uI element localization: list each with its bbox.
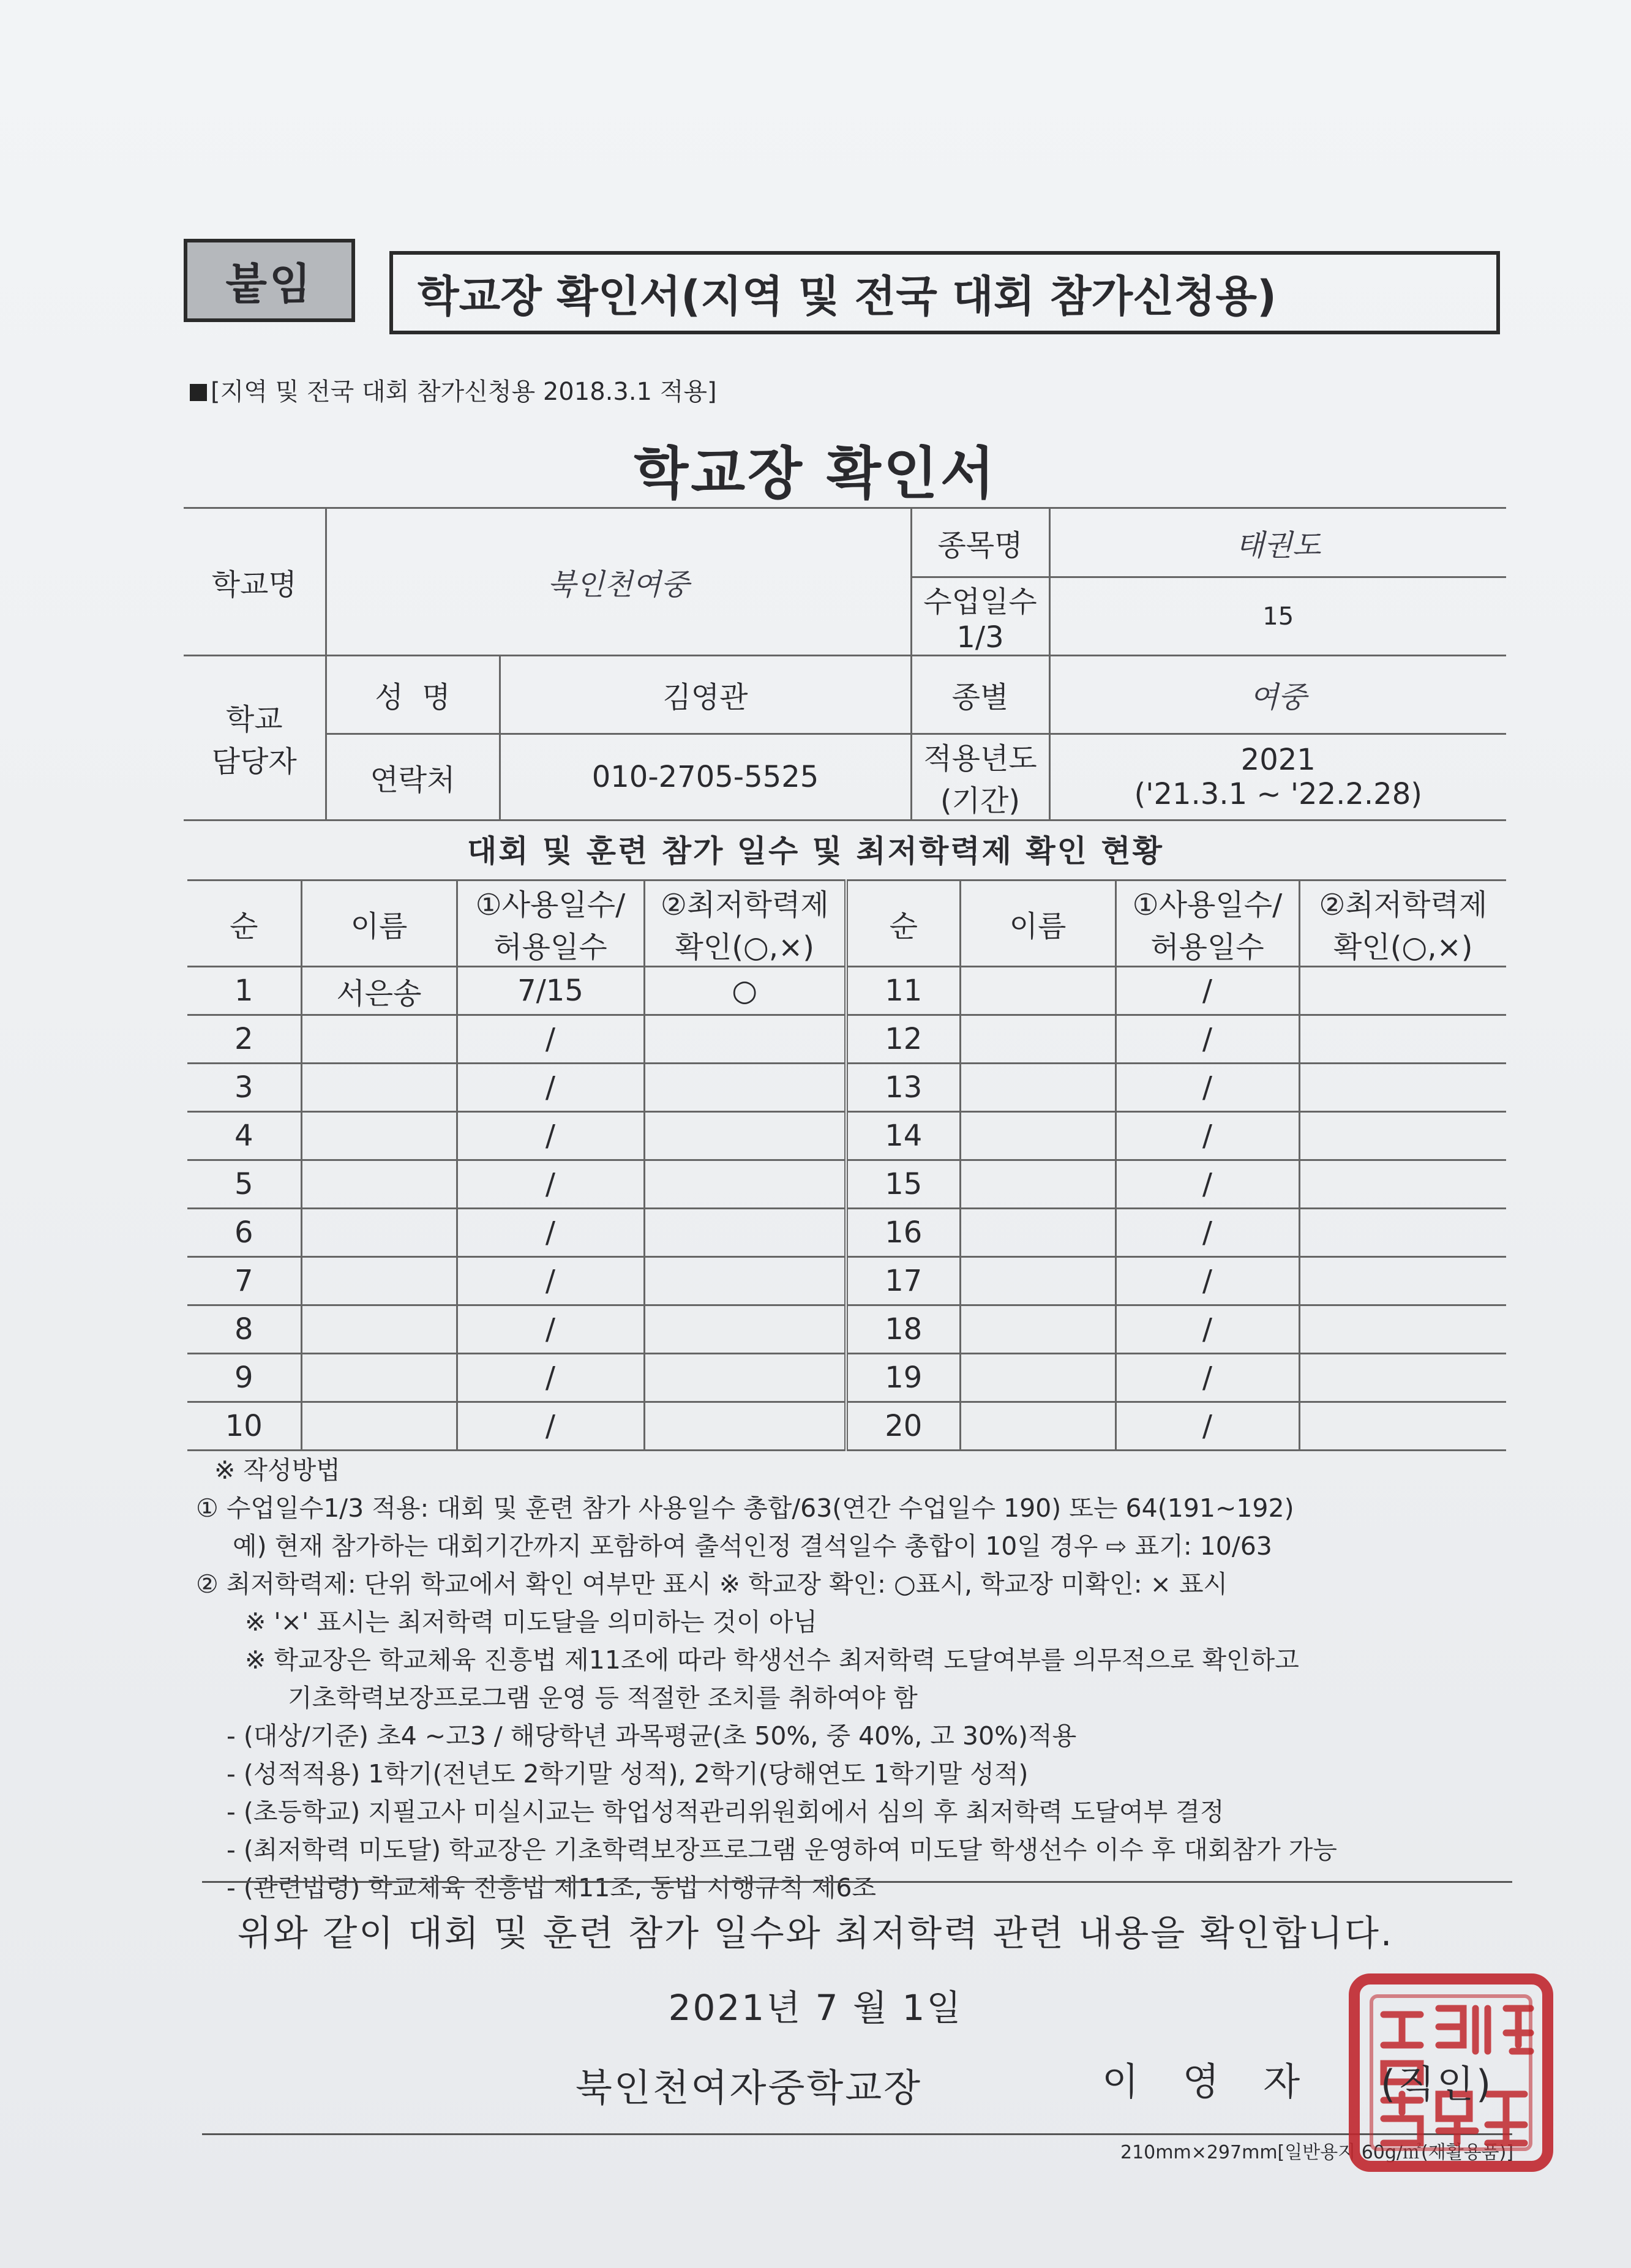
row-confirm-right <box>1299 1112 1506 1160</box>
year-value <box>1049 734 1506 820</box>
table-row <box>187 1354 1506 1402</box>
year-label-line2: (기간) <box>940 784 1021 818</box>
table-row <box>187 1112 1506 1160</box>
note-line: - (초등학교) 지필고사 미실시교는 학업성적관리위원회에서 심의 후 최저학력 도달여부 결정 <box>227 1797 1224 1827</box>
staff-label <box>184 656 326 820</box>
issue-date: 2021년 7 월 1일 <box>668 1987 963 2029</box>
row-confirm-left <box>644 1305 846 1354</box>
row-confirm-right <box>1299 1305 1506 1354</box>
contact-value: 010-2705-5525 <box>500 734 911 820</box>
row-days-right: / <box>1115 1354 1299 1402</box>
sport-label: 종목명 <box>911 508 1049 577</box>
row-no-right: 17 <box>846 1257 960 1305</box>
staff-label-line2: 담당자 <box>211 745 297 779</box>
header-name-right: 이름 <box>960 881 1115 967</box>
header-days-left-line2: 허용일수 <box>493 930 607 964</box>
paper-spec: 210mm×297mm[일반용지 60g/㎡(재활용품)] <box>1120 2142 1514 2163</box>
class-days-label-line2: 1/3 <box>956 620 1004 655</box>
school-name-value: 북인천여중 <box>326 508 911 656</box>
category-label: 종별 <box>911 656 1049 734</box>
row-days-right: / <box>1115 1305 1299 1354</box>
class-days-value: 15 <box>1049 577 1506 656</box>
row-name-left <box>301 1064 457 1112</box>
row-days-right: / <box>1115 1257 1299 1305</box>
applicability-note-text: [지역 및 전국 대회 참가신청용 2018.3.1 적용] <box>211 378 717 406</box>
row-days-left: / <box>457 1354 644 1402</box>
note-line: ※ 학교장은 학교체육 진흥법 제11조에 따라 학생선수 최저학력 도달여부를 의무적으로 확인하고 <box>245 1645 1299 1675</box>
row-days-right: / <box>1115 1160 1299 1209</box>
row-confirm-right <box>1299 1402 1506 1451</box>
row-confirm-right <box>1299 1209 1506 1257</box>
row-no-left: 1 <box>187 967 301 1015</box>
header-confirm-left <box>644 881 846 967</box>
row-name-right <box>960 1015 1115 1064</box>
row-days-left: / <box>457 1305 644 1354</box>
category-value: 여중 <box>1049 656 1506 734</box>
row-days-left: 7/15 <box>457 967 644 1015</box>
row-name-right <box>960 1257 1115 1305</box>
bottom-divider <box>202 2133 1512 2135</box>
header-no-left: 순 <box>187 881 301 967</box>
section-title: 대회 및 훈련 참가 일수 및 최저학력제 확인 현황 <box>467 833 1164 869</box>
row-confirm-left <box>644 1160 846 1209</box>
table-row <box>187 1257 1506 1305</box>
row-name-left: 서은송 <box>301 967 457 1015</box>
row-days-left: / <box>457 1112 644 1160</box>
row-name-left <box>301 1112 457 1160</box>
row-days-right: / <box>1115 1015 1299 1064</box>
row-name-right <box>960 1209 1115 1257</box>
row-days-left: / <box>457 1209 644 1257</box>
row-name-right <box>960 1064 1115 1112</box>
note-line: ※ '×' 표시는 최저학력 미도달을 의미하는 것이 아님 <box>245 1607 817 1637</box>
document-heading-box: 학교장 확인서(지역 및 전국 대회 참가신청용) <box>389 251 1500 334</box>
header-confirm-left-line1: ②최저학력제 <box>660 888 829 922</box>
roster-body <box>187 967 1506 1451</box>
contact-label: 연락처 <box>326 734 500 820</box>
school-principal-title: 북인천여자중학교장 <box>576 2065 923 2110</box>
header-days-left-line1: ①사용일수/ <box>475 888 626 922</box>
row-name-left <box>301 1305 457 1354</box>
row-confirm-right <box>1299 967 1506 1015</box>
row-no-right: 19 <box>846 1354 960 1402</box>
note-line: ① 수업일수1/3 적용: 대회 및 훈련 참가 사용일수 총합/63(연간 수업일수 190) 또는 64(191~192) <box>196 1493 1294 1523</box>
instructions <box>196 1451 1518 1907</box>
row-confirm-left <box>644 1064 846 1112</box>
row-name-left <box>301 1354 457 1402</box>
table-row <box>187 1064 1506 1112</box>
table-row <box>187 1015 1506 1064</box>
attachment-label: 붙임 <box>184 239 355 322</box>
row-name-left <box>301 1257 457 1305</box>
row-confirm-right <box>1299 1257 1506 1305</box>
table-row <box>187 1402 1506 1451</box>
page-title: 학교장 확인서 <box>634 441 997 506</box>
row-no-right: 13 <box>846 1064 960 1112</box>
row-days-left: / <box>457 1015 644 1064</box>
row-no-left: 6 <box>187 1209 301 1257</box>
row-confirm-left <box>644 1257 846 1305</box>
header-no-right: 순 <box>846 881 960 967</box>
row-no-left: 4 <box>187 1112 301 1160</box>
row-confirm-left: ○ <box>644 967 846 1015</box>
row-name-right <box>960 1112 1115 1160</box>
row-confirm-left <box>644 1354 846 1402</box>
year-label-line1: 적용년도 <box>923 742 1037 776</box>
row-no-right: 20 <box>846 1402 960 1451</box>
confirmation-statement: 위와 같이 대회 및 훈련 참가 일수와 최저학력 관련 내용을 확인합니다. <box>237 1912 1394 1954</box>
row-confirm-right <box>1299 1015 1506 1064</box>
bullet-square-icon <box>190 384 207 401</box>
header-days-right-line1: ①사용일수/ <box>1132 888 1283 922</box>
row-no-right: 16 <box>846 1209 960 1257</box>
row-confirm-right <box>1299 1354 1506 1402</box>
school-name-label: 학교명 <box>184 508 326 656</box>
row-days-left: / <box>457 1064 644 1112</box>
row-no-right: 18 <box>846 1305 960 1354</box>
year-value-line1: 2021 <box>1240 743 1316 777</box>
row-no-left: 10 <box>187 1402 301 1451</box>
row-confirm-left <box>644 1015 846 1064</box>
table-row <box>187 967 1506 1015</box>
staff-label-line1: 학교 <box>225 702 283 737</box>
row-confirm-right <box>1299 1160 1506 1209</box>
row-no-left: 8 <box>187 1305 301 1354</box>
row-confirm-left <box>644 1112 846 1160</box>
note-line: ② 최저학력제: 단위 학교에서 확인 여부만 표시 ※ 학교장 확인: ○표시, 학교장 미확인: × 표시 <box>196 1569 1228 1599</box>
row-name-right <box>960 1305 1115 1354</box>
year-value-line2: ('21.3.1 ~ '22.2.28) <box>1134 777 1422 811</box>
header-confirm-right <box>1299 881 1506 967</box>
row-name-right <box>960 1160 1115 1209</box>
header-days-left <box>457 881 644 967</box>
note-line: - (최저학력 미도달) 학교장은 기초학력보장프로그램 운영하여 미도달 학생선수 이수 후 대회참가 가능 <box>227 1835 1337 1864</box>
seal-label: (직인) <box>1381 2062 1494 2106</box>
row-days-left: / <box>457 1257 644 1305</box>
note-line: - (관련법령) 학교체육 진흥법 제11조, 동법 시행규칙 제6조 <box>227 1873 877 1902</box>
table-row <box>187 1305 1506 1354</box>
school-info-table <box>184 507 1506 821</box>
row-no-right: 14 <box>846 1112 960 1160</box>
header-days-right <box>1115 881 1299 967</box>
row-days-right: / <box>1115 1402 1299 1451</box>
row-confirm-right <box>1299 1064 1506 1112</box>
row-name-left <box>301 1402 457 1451</box>
header-days-right-line2: 허용일수 <box>1150 930 1264 964</box>
note-line: - (성적적용) 1학기(전년도 2학기말 성적), 2학기(당해연도 1학기말 성적) <box>227 1759 1029 1789</box>
row-days-left: / <box>457 1402 644 1451</box>
row-days-right: / <box>1115 1064 1299 1112</box>
name-value: 김영관 <box>500 656 911 734</box>
row-no-left: 3 <box>187 1064 301 1112</box>
note-heading: ※ 작성방법 <box>214 1455 340 1485</box>
row-name-right <box>960 967 1115 1015</box>
participation-table <box>187 879 1506 1451</box>
row-no-left: 9 <box>187 1354 301 1402</box>
row-confirm-left <box>644 1402 846 1451</box>
row-days-left: / <box>457 1160 644 1209</box>
row-no-right: 15 <box>846 1160 960 1209</box>
header-confirm-right-line2: 확인(○,×) <box>1333 930 1473 964</box>
row-days-right: / <box>1115 1209 1299 1257</box>
year-label <box>911 734 1049 820</box>
table-row <box>187 1160 1506 1209</box>
row-name-left <box>301 1160 457 1209</box>
class-days-label <box>911 577 1049 656</box>
row-no-right: 11 <box>846 967 960 1015</box>
divider <box>202 1881 1512 1883</box>
row-no-left: 2 <box>187 1015 301 1064</box>
note-line: 기초학력보장프로그램 운영 등 적절한 조치를 취하여야 함 <box>288 1683 918 1713</box>
header-confirm-left-line2: 확인(○,×) <box>675 930 815 964</box>
row-name-left <box>301 1015 457 1064</box>
row-no-left: 7 <box>187 1257 301 1305</box>
class-days-label-line1: 수업일수 <box>923 585 1037 619</box>
applicability-note <box>190 372 717 407</box>
header-confirm-right-line1: ②최저학력제 <box>1319 888 1488 922</box>
table-row <box>187 1209 1506 1257</box>
note-line: - (대상/기준) 초4 ~고3 / 해당학년 과목평균(초 50%, 중 40%, 고 30%)적용 <box>227 1721 1077 1751</box>
row-confirm-left <box>644 1209 846 1257</box>
row-name-left <box>301 1209 457 1257</box>
sport-value: 태권도 <box>1049 508 1506 577</box>
row-no-left: 5 <box>187 1160 301 1209</box>
header-name-left: 이름 <box>301 881 457 967</box>
table-header-row <box>187 881 1506 967</box>
row-name-right <box>960 1354 1115 1402</box>
name-label: 성 명 <box>326 656 500 734</box>
row-no-right: 12 <box>846 1015 960 1064</box>
row-days-right: / <box>1115 967 1299 1015</box>
row-days-right: / <box>1115 1112 1299 1160</box>
row-name-right <box>960 1402 1115 1451</box>
principal-name: 이 영 자 <box>1102 2059 1316 2104</box>
note-line: 예) 현재 참가하는 대회기간까지 포함하여 출석인정 결석일수 총합이 10일 경우 ⇨ 표기: 10/63 <box>233 1531 1272 1561</box>
